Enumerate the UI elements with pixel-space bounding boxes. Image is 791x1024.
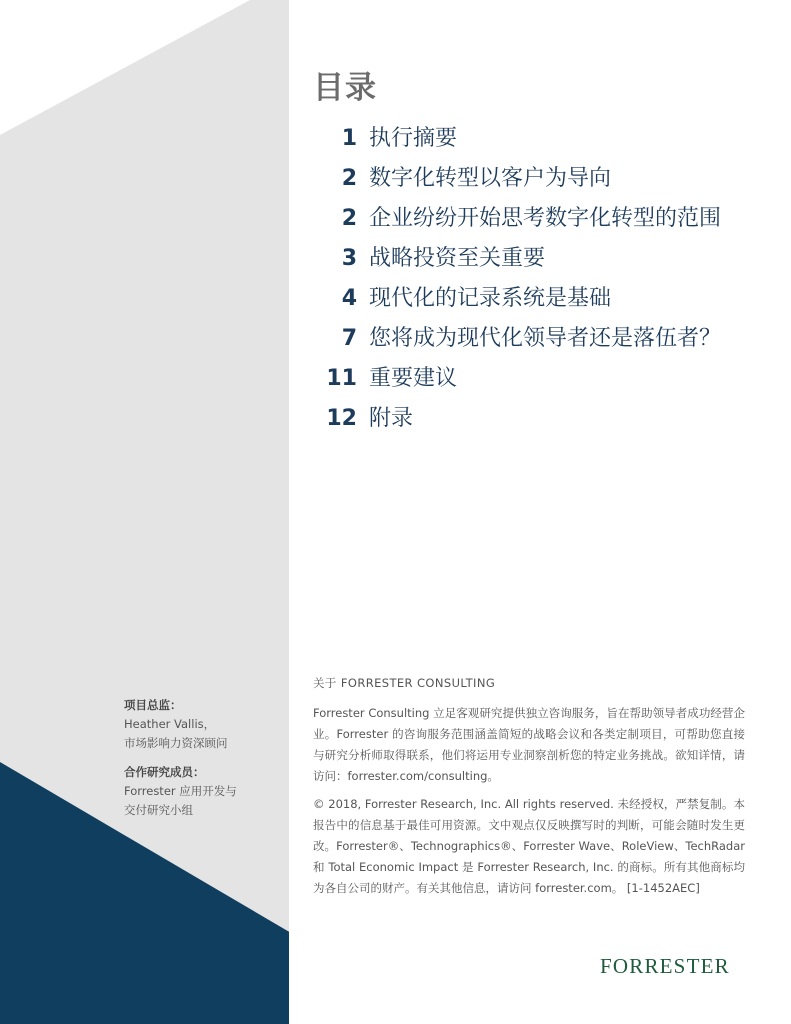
toc-entry[interactable] [313,362,783,402]
credits-spacer [124,753,284,763]
toc-page-number: 4 [341,286,357,311]
toc-entry[interactable] [313,402,783,442]
toc-entry-title: 附录 [369,406,414,431]
toc-heading: 目录 [313,70,377,106]
toc-page-number: 3 [341,246,357,271]
decorative-shapes [0,0,289,1024]
toc-page-number: 12 [326,406,357,431]
toc-entry-title: 企业纷纷开始思考数字化转型的范围 [369,206,722,231]
toc-list [313,122,783,442]
toc-entry[interactable] [313,322,783,362]
contributors-line: 交付研究小组 [124,803,193,817]
about-paragraph: Forrester Consulting 立足客观研究提供独立咨询服务，旨在帮助领导者成功经营企业。Forrester 的咨询服务范围涵盖简短的战略会议和各类定制项目，可帮助您直接与研究分析师取得联系，他们将运用专业洞察剖析您的特定业务挑战。欲知详情，请访问：forrester.com/consulting。 [313,706,745,783]
toc-entry-title: 数字化转型以客户为导向 [369,166,612,191]
toc-page-number: 2 [341,206,357,231]
forrester-logo: FORRESTER [600,954,730,978]
contributors-label: 合作研究成员： [124,765,205,779]
toc-entry-title: 战略投资至关重要 [369,246,546,271]
toc-entry-title: 您将成为现代化领导者还是落伍者？ [369,326,722,351]
toc-entry[interactable] [313,242,783,282]
director-name: Heather Vallis， [124,717,216,731]
about-title: 关于 FORRESTER CONSULTING [313,676,496,690]
toc-page-number: 2 [341,166,357,191]
left-decorative-panel [0,0,289,1024]
toc-entry[interactable] [313,122,783,162]
toc-entry-title: 现代化的记录系统是基础 [369,286,612,311]
toc-page-number: 7 [341,326,357,351]
toc-page-number: 1 [341,126,357,151]
contributors-line: Forrester 应用开发与 [124,784,237,798]
about-section [313,675,745,899]
toc-entry-title: 执行摘要 [369,126,458,151]
director-label: 项目总监： [124,698,182,712]
toc-entry[interactable] [313,282,783,322]
toc-entry[interactable] [313,202,783,242]
toc-page-number: 11 [326,366,357,391]
director-role: 市场影响力资深顾问 [124,736,228,750]
credits-block [124,696,284,820]
copyright-paragraph: © 2018, Forrester Research, Inc. All rights reserved. 未经授权，严禁复制。本报告中的信息基于最佳可用资源。文中观点仅反映撰写时的判断，可能会随时发生更改。Forrester®、Technographics®、Forrester Wave、RoleView、TechRadar 和 Total Economic Impact 是 Forrester Research, Inc. 的商标。所有其他商标均为各自公司的财产。有关其他信息，请访问 forrester.com。 [1-1452AEC] [313,797,745,895]
toc-entry[interactable] [313,162,783,202]
toc-entry-title: 重要建议 [369,366,458,391]
